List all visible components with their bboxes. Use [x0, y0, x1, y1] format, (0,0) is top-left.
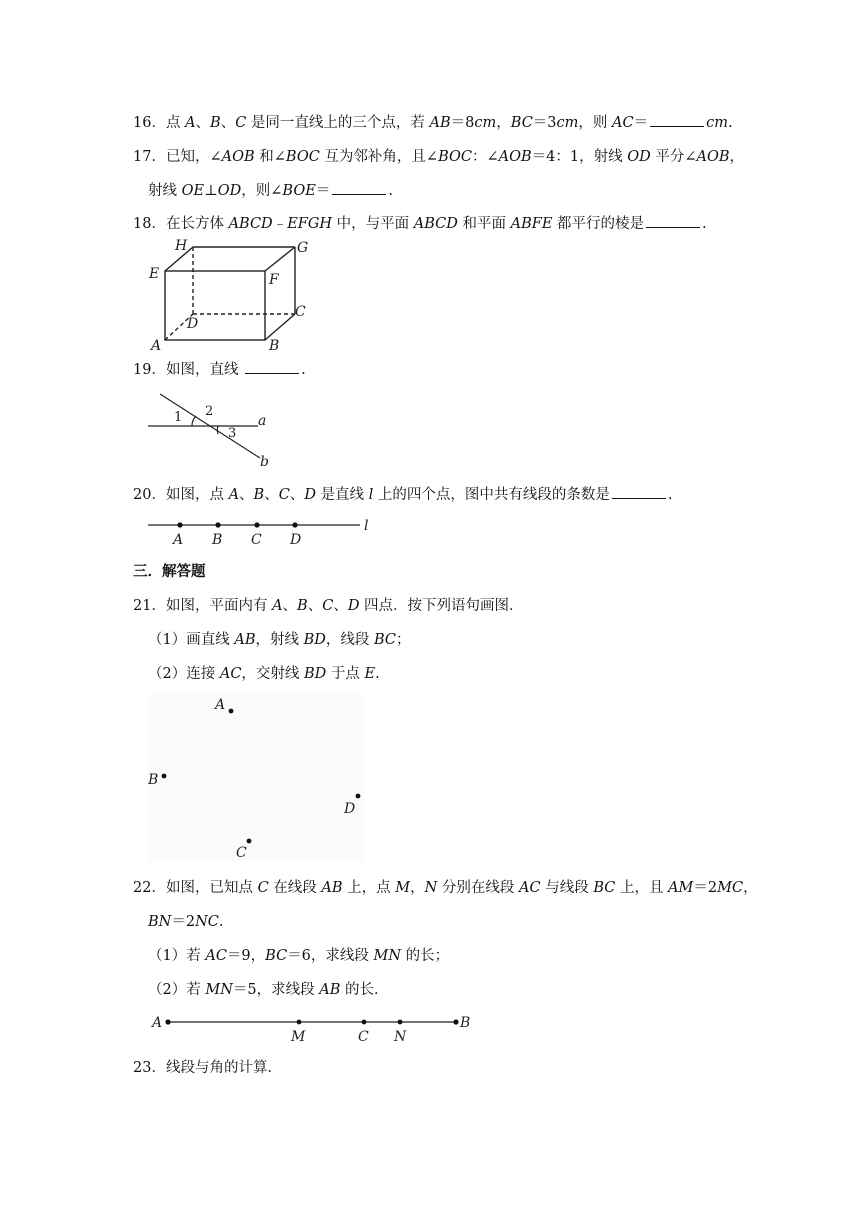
- line-label-b: b: [260, 454, 269, 470]
- question-23: 23．线段与角的计算．: [133, 1060, 282, 1076]
- point-d: [356, 794, 361, 799]
- point-label-d: D: [290, 532, 302, 548]
- point-c: [254, 522, 259, 527]
- figure-background: [148, 693, 364, 861]
- point-label-c: C: [236, 845, 247, 861]
- question-18: 18．在长方体 ABCD﹣EFGH 中，与平面 ABCD 和平面 ABFE 都平行的棱是 .: [133, 213, 707, 234]
- answer-blank[interactable]: [646, 213, 700, 228]
- question-21-part-1: （1）画直线 AB，射线 BD，线段 BC；: [148, 632, 411, 648]
- point-label-b: B: [460, 1015, 471, 1031]
- angle-1-arc: [192, 416, 196, 426]
- question-22: 22．如图，已知点 C 在线段 AB 上，点 M，N 分别在线段 AC 与线段 BC 上，且 AM＝2MC，: [133, 880, 758, 896]
- point-label-a: A: [152, 1015, 163, 1031]
- vertex-label-h: H: [175, 238, 188, 254]
- answer-blank[interactable]: [332, 180, 386, 195]
- vertex-label-b: B: [269, 338, 280, 352]
- point-label-b: B: [148, 772, 159, 788]
- answer-blank[interactable]: [650, 112, 704, 127]
- answer-blank[interactable]: [612, 484, 666, 499]
- point-a: [165, 1019, 170, 1024]
- four-points-figure: [148, 693, 364, 861]
- question-17: 17．已知，∠AOB 和∠BOC 互为邻补角，且∠BOC：∠AOB＝4：1，射线 OD 平分∠AOB，: [133, 149, 745, 165]
- point-label-c: C: [251, 532, 262, 548]
- point-c: [362, 1020, 367, 1025]
- question-22-part-2: （2）若 MN＝5，求线段 AB 的长．: [148, 982, 389, 998]
- angle-3-arc: [217, 426, 218, 434]
- cuboid-figure: [145, 236, 315, 352]
- vertex-label-e: E: [149, 266, 160, 282]
- question-19: 19．如图，直线 .: [133, 359, 306, 380]
- intersecting-lines-figure: [148, 388, 278, 470]
- point-b: [453, 1019, 458, 1024]
- vertex-label-a: A: [151, 338, 162, 352]
- point-d: [292, 522, 297, 527]
- vertex-label-f: F: [269, 272, 279, 288]
- point-label-b: B: [212, 532, 223, 548]
- point-b: [162, 774, 167, 779]
- point-m: [297, 1020, 302, 1025]
- point-c: [247, 839, 252, 844]
- point-a: [177, 522, 182, 527]
- point-b: [215, 522, 220, 527]
- angle-label-1: 1: [174, 410, 183, 425]
- point-label-m: M: [291, 1029, 306, 1045]
- vertex-label-g: G: [297, 240, 309, 256]
- point-label-d: D: [344, 801, 356, 817]
- section-heading: 三．解答题: [133, 563, 206, 580]
- answer-blank[interactable]: [245, 359, 299, 374]
- angle-label-2: 2: [205, 404, 214, 419]
- line-l-figure: [148, 512, 380, 548]
- point-label-a: A: [173, 532, 184, 548]
- vertex-label-c: C: [295, 304, 306, 320]
- segment-ab-figure: [148, 1010, 478, 1046]
- point-n: [398, 1020, 403, 1025]
- question-16: 16．点 A、B、C 是同一直线上的三个点，若 AB＝8cm，BC＝3cm，则 AC＝ cm.: [133, 112, 733, 133]
- point-a: [229, 709, 234, 714]
- question-22-part-1: （1）若 AC＝9，BC＝6，求线段 MN 的长；: [148, 948, 450, 964]
- line-label-l: l: [364, 518, 369, 534]
- question-22-line-2: BN＝2NC.: [148, 914, 224, 930]
- front-face: [165, 271, 265, 340]
- question-21-part-2: （2）连接 AC，交射线 BD 于点 E.: [148, 666, 380, 682]
- question-21: 21．如图，平面内有 A、B、C、D 四点．按下列语句画图．: [133, 598, 524, 614]
- point-label-n: N: [394, 1029, 407, 1045]
- question-17-line-2: 射线 OE⊥OD，则∠BOE＝ .: [148, 180, 393, 201]
- angle-label-3: 3: [228, 426, 237, 441]
- point-label-c: C: [358, 1029, 369, 1045]
- question-20: 20．如图，点 A、B、C、D 是直线 l 上的四个点，图中共有线段的条数是 .: [133, 484, 673, 505]
- vertex-label-d: D: [187, 316, 199, 332]
- line-label-a: a: [258, 413, 267, 429]
- point-label-a: A: [215, 697, 226, 713]
